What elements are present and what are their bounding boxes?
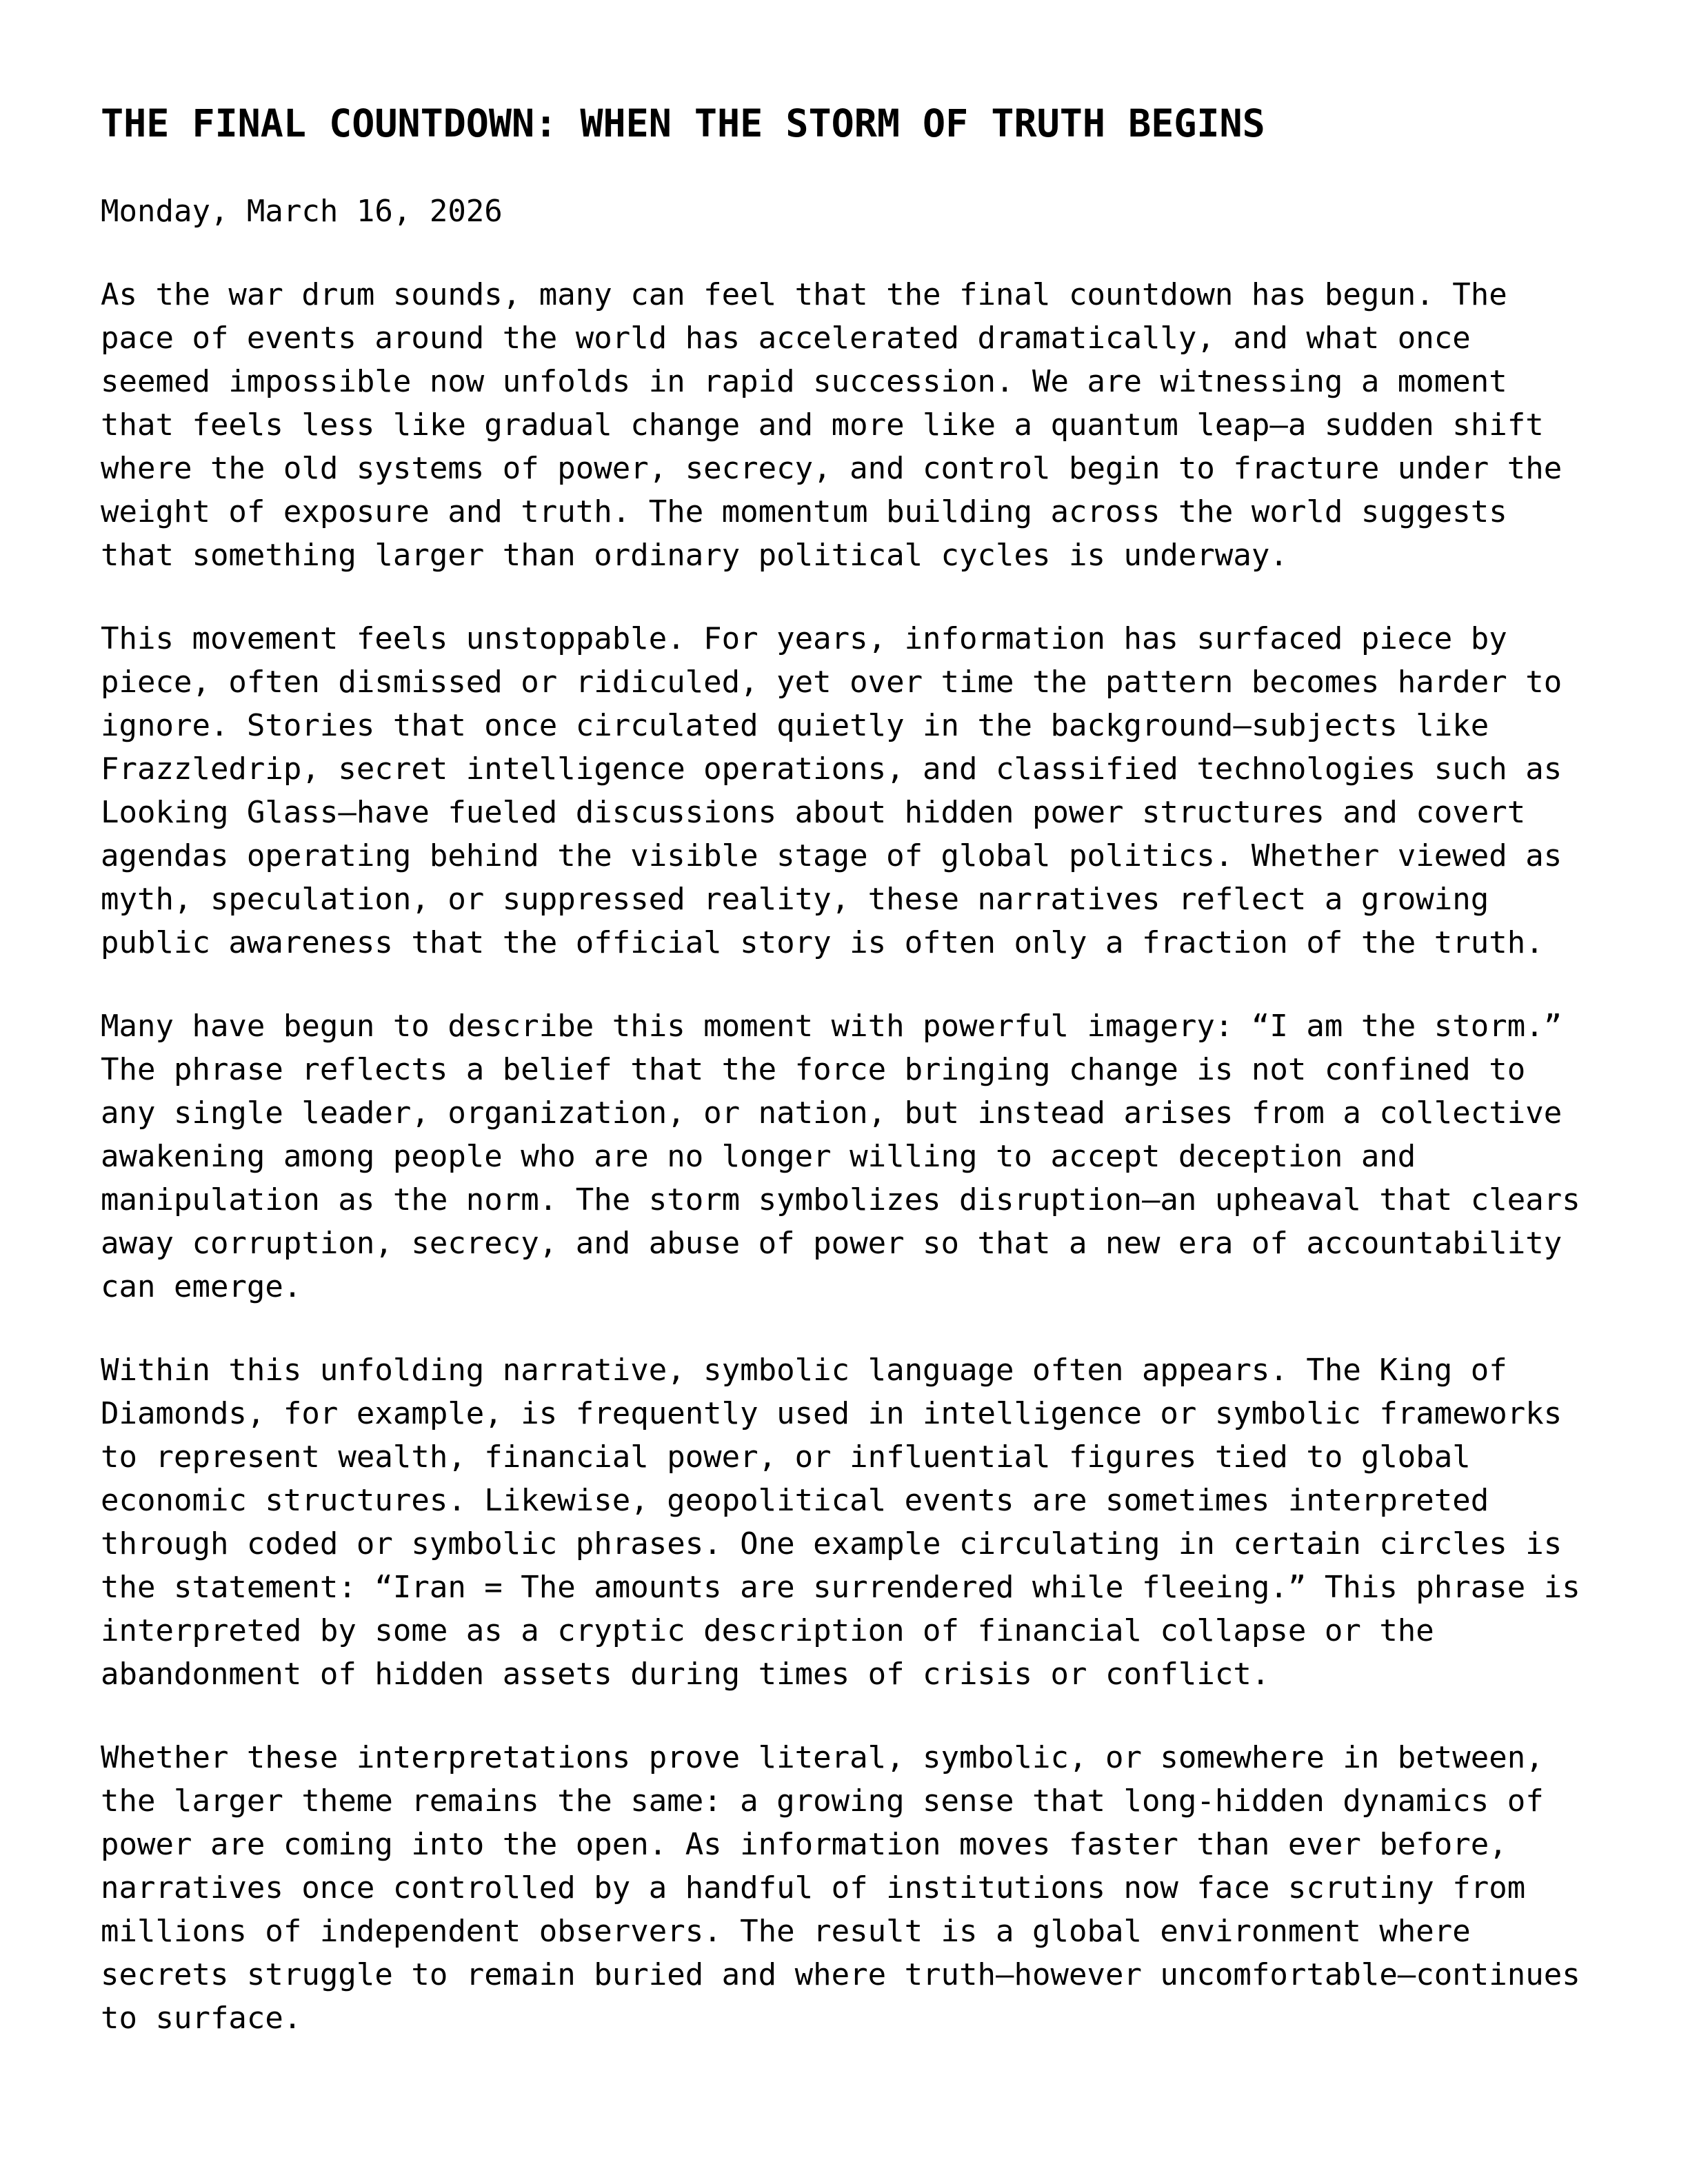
page-title: THE FINAL COUNTDOWN: WHEN THE STORM OF TRUTH BEGINS	[101, 101, 1265, 145]
article-body	[101, 273, 1587, 2040]
paragraph: This movement feels unstoppable. For years, information has surfaced piece by piece, often dismissed or ridiculed, yet over time the pattern becomes harder to ignore. Stories that once circulated quietly in the background—subjects like Frazzledrip, secret intelligence operations, and classified technologies such as Looking Glass—have fueled discussions about hidden power structures and covert agendas operating behind the visible stage of global politics. Whether viewed as myth, speculation, or suppressed reality, these narratives reflect a growing public awareness that the official story is often only a fraction of the truth.	[101, 621, 1563, 960]
paragraph: Within this unfolding narrative, symbolic language often appears. The King of Diamonds, for example, is frequently used in intelligence or symbolic frameworks to represent wealth, financial power, or influential figures tied to global economic structures. Likewise, geopolitical events are sometimes interpreted through coded or symbolic phrases. One example circulating in certain circles is the statement: “Iran = The amounts are surrendered while fleeing.” This phrase is interpreted by some as a cryptic description of financial collapse or the abandonment of hidden assets during times of crisis or conflict.	[101, 1353, 1580, 1692]
paragraph: Whether these interpretations prove literal, symbolic, or somewhere in between, the larger theme remains the same: a growing sense that long-hidden dynamics of power are coming into the open. As information moves faster than ever before, narratives once controlled by a handful of institutions now face scrutiny from millions of independent observers. The result is a global environment where secrets struggle to remain buried and where truth—however uncomfortable—continues to surface.	[101, 1740, 1580, 2036]
paragraph: Many have begun to describe this moment with powerful imagery: “I am the storm.” The phrase reflects a belief that the force bringing change is not confined to any single leader, organization, or nation, but instead arises from a collective awakening among people who are no longer willing to accept deception and manipulation as the norm. The storm symbolizes disruption—an upheaval that clears away corruption, secrecy, and abuse of power so that a new era of accountability can emerge.	[101, 1009, 1580, 1304]
date-line: Monday, March 16, 2026	[101, 194, 503, 229]
paragraph: As the war drum sounds, many can feel that the final countdown has begun. The pace of events around the world has accelerated dramatically, and what once seemed impossible now unfolds in rapid succession. We are witnessing a moment that feels less like gradual change and more like a quantum leap—a sudden shift where the old systems of power, secrecy, and control begin to fracture under the weight of exposure and truth. The momentum building across the world suggests that something larger than ordinary political cycles is underway.	[101, 277, 1563, 573]
